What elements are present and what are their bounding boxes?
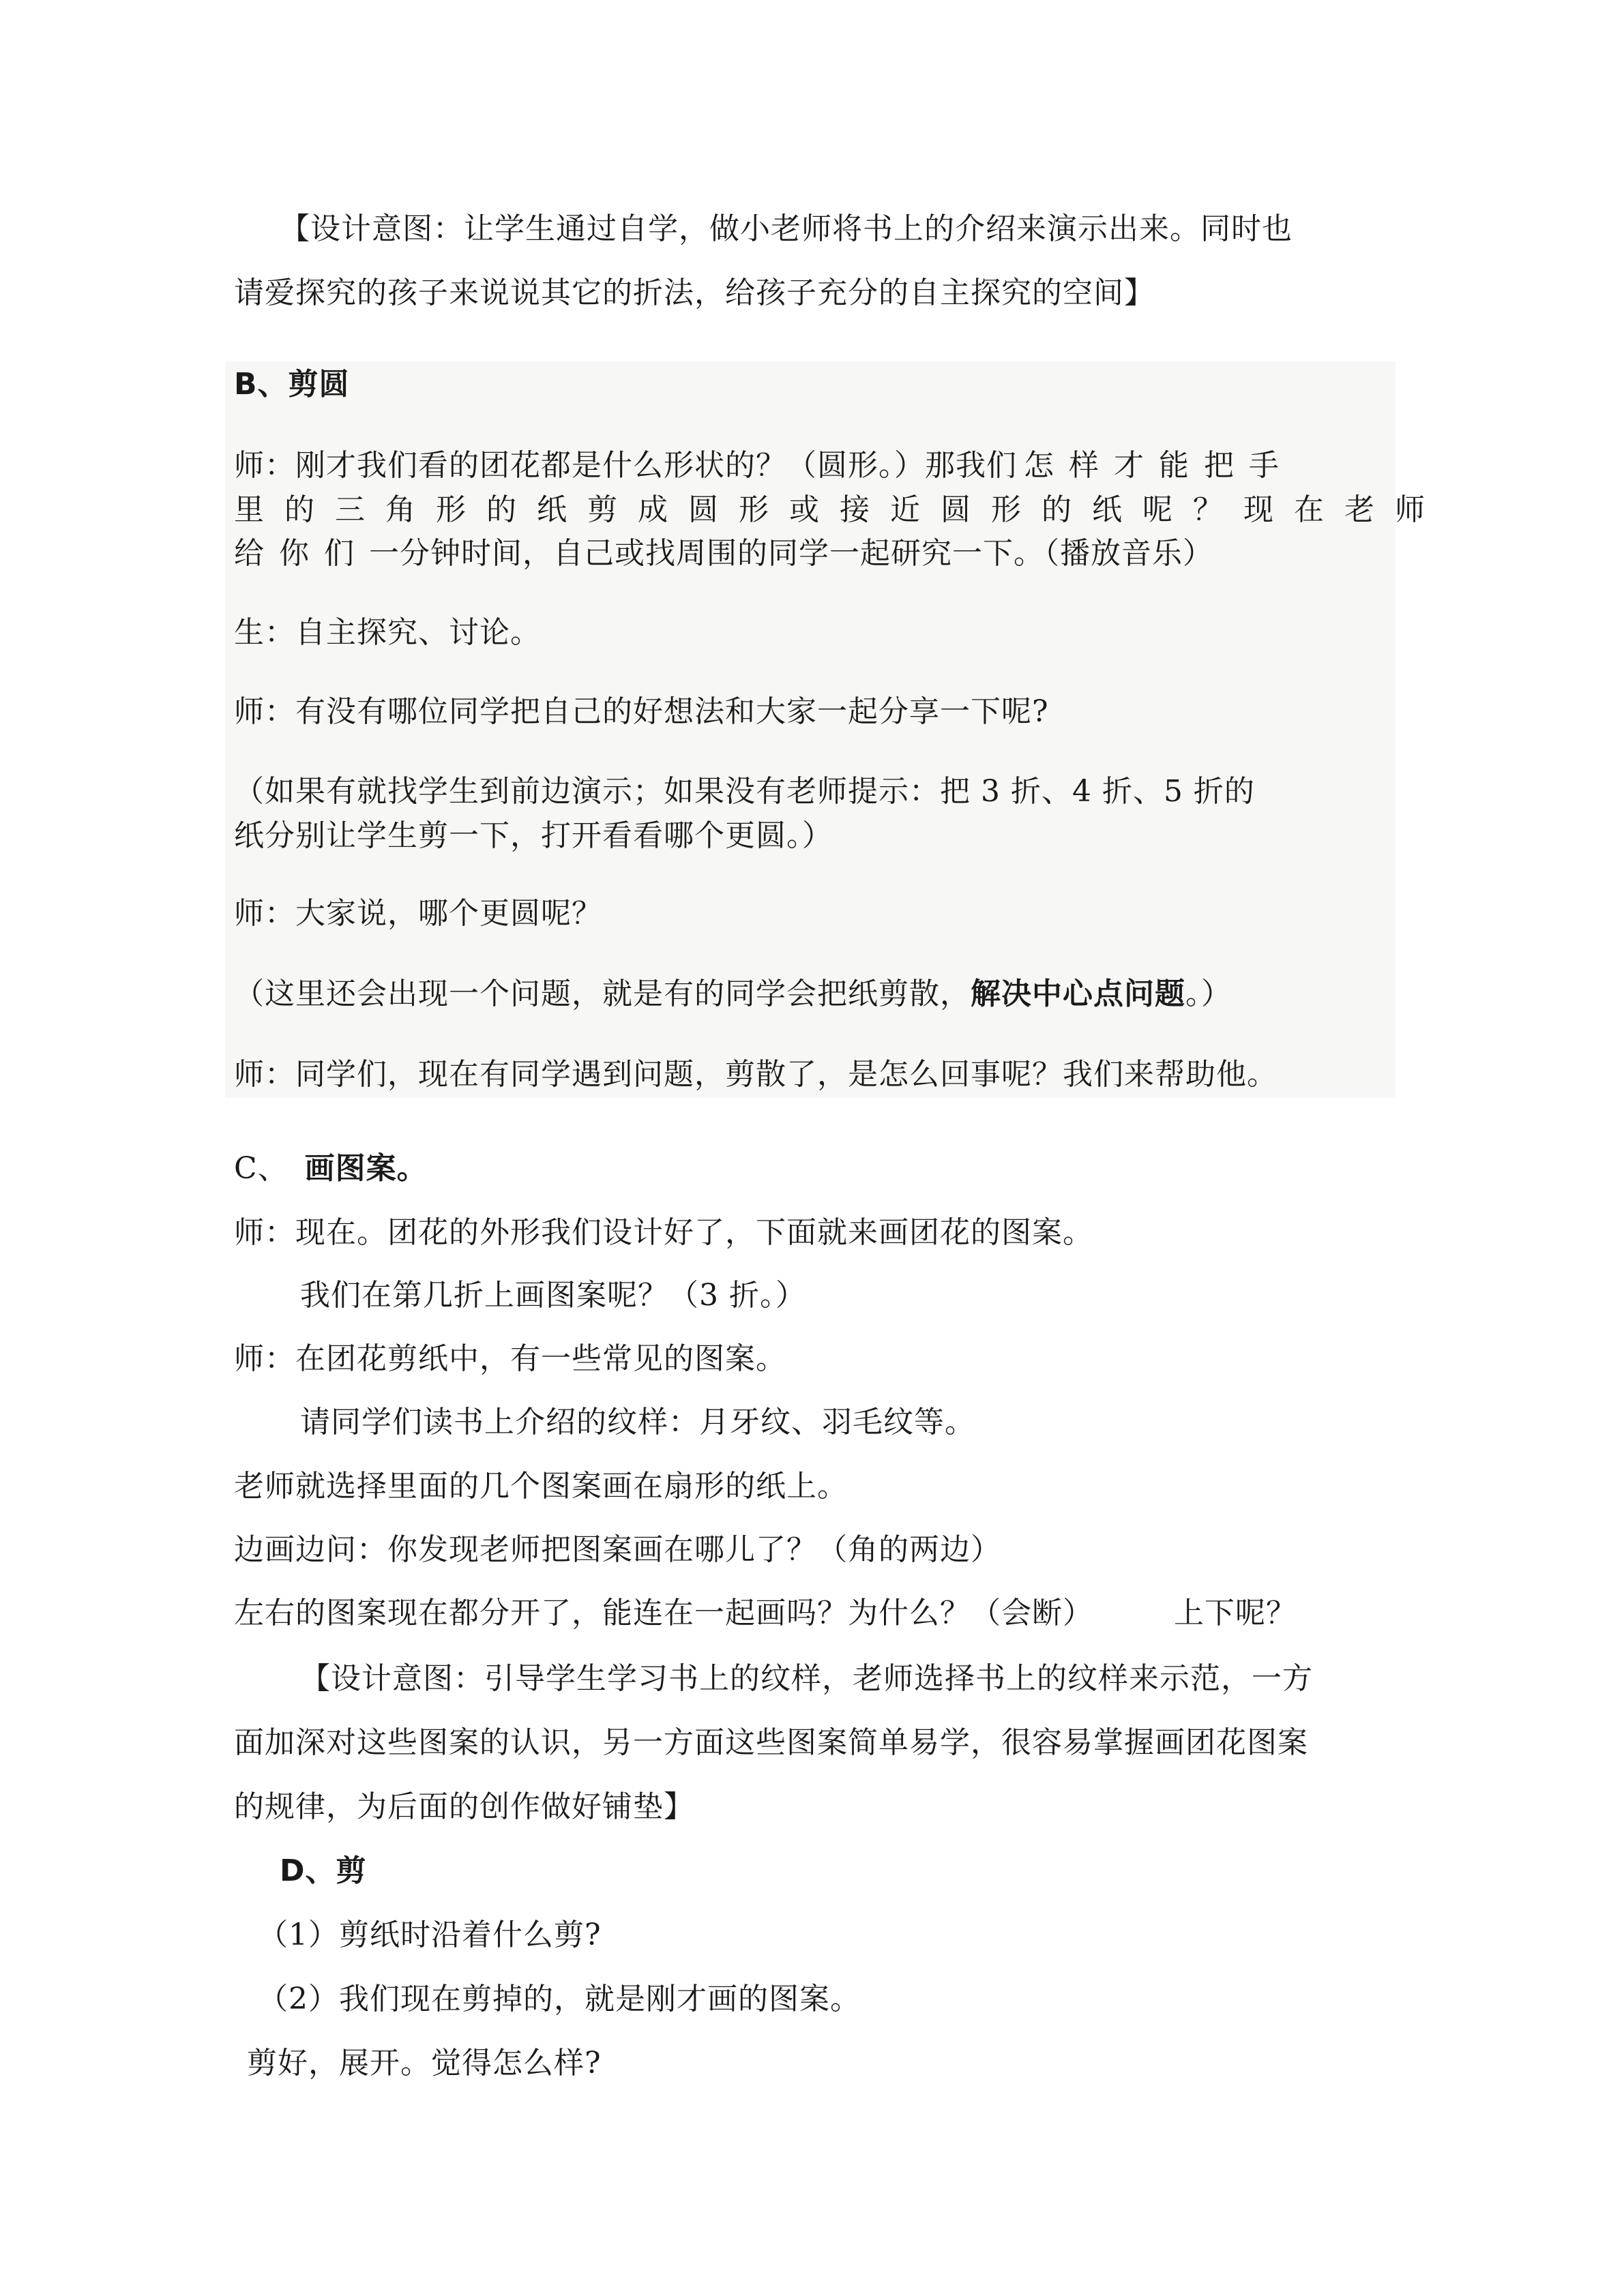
question-1-text-d: 一分钟时间，自己或找周围的同学一起研究一下。（播放音乐） <box>369 536 1213 571</box>
question-1-text-a: 师：刚才我们看的团花都是什么形状的？（圆形。）那我们 <box>234 448 1017 483</box>
note-2-bold-text: 解决中心点问题 <box>971 976 1185 1011</box>
section-d-line-1: （1）剪纸时沿着什么剪? <box>258 1918 602 1952</box>
section-c-line-1: 师：现在。团花的外形我们设计好了，下面就来画团花的图案。 <box>234 1215 1093 1250</box>
design-intent-2-line-2: 面加深对这些图案的认识，另一方面这些图案简单易学，很容易掌握画团花图案 <box>234 1725 1308 1760</box>
teacher-question-2: 师：有没有哪位同学把自己的好想法和大家一起分享一下呢? <box>234 694 1049 729</box>
section-c-heading <box>234 1150 428 1188</box>
student-response-1: 生：自主探究、讨论。 <box>234 615 541 650</box>
section-c-title: 画图案。 <box>304 1151 428 1186</box>
design-intent-line-2: 请爱探究的孩子来说说其它的折法，给孩子充分的自主探究的空间】 <box>234 275 1155 310</box>
section-d-line-3: 剪好，展开。觉得怎么样? <box>247 2046 602 2081</box>
note-1-line-1: （如果有就找学生到前边演示；如果没有老师提示：把 3 折、4 折、5 折的 <box>234 774 1255 809</box>
section-c-prefix: C、 <box>234 1151 289 1186</box>
section-d-line-2: （2）我们现在剪掉的，就是刚才画的图案。 <box>258 1982 861 2016</box>
teacher-question-3: 师：大家说，哪个更圆呢？ <box>234 896 602 931</box>
note-1-line-2: 纸分别让学生剪一下，打开看看哪个更圆。） <box>234 818 833 853</box>
note-2 <box>234 975 1232 1013</box>
section-b-question-1-line-2: 里的三角形的纸剪成圆形或接近圆形的纸呢？现在老师 <box>234 492 1445 527</box>
question-1-text-b: 怎样才能把手 <box>1024 448 1294 483</box>
section-c-line-7-text-b: 上下呢？ <box>1174 1596 1297 1630</box>
section-b-heading: B、剪圆 <box>234 367 350 402</box>
section-c-line-5: 老师就选择里面的几个图案画在扇形的纸上。 <box>234 1469 848 1504</box>
design-intent-line-1: 【设计意图：让学生通过自学，做小老师将书上的介绍来演示出来。同时也 <box>280 211 1293 246</box>
section-b-question-1-line-3 <box>234 535 1213 573</box>
note-2-text-a: （这里还会出现一个问题，就是有的同学会把纸剪散， <box>234 976 971 1011</box>
note-2-text-b: 。） <box>1185 976 1232 1011</box>
section-c-line-2: 我们在第几折上画图案呢？（3 折。） <box>300 1278 806 1313</box>
section-c-line-7 <box>234 1594 1297 1632</box>
section-c-line-3: 师：在团花剪纸中，有一些常见的图案。 <box>234 1341 786 1376</box>
section-b-question-1-line-1 <box>234 447 1294 485</box>
question-1-text-c: 给你们 <box>234 536 369 571</box>
section-c-line-4: 请同学们读书上介绍的纹样：月牙纹、羽毛纹等。 <box>300 1405 975 1440</box>
section-d-heading: D、剪 <box>280 1853 367 1888</box>
teacher-question-4: 师：同学们，现在有同学遇到问题，剪散了，是怎么回事呢？我们来帮助他。 <box>234 1057 1278 1092</box>
design-intent-2-line-1: 【设计意图：引导学生学习书上的纹样，老师选择书上的纹样来示范，一方 <box>300 1661 1313 1696</box>
design-intent-2-line-3: 的规律，为后面的创作做好铺垫】 <box>234 1789 694 1824</box>
section-c-line-6: 边画边问：你发现老师把图案画在哪儿了？（角的两边） <box>234 1532 1001 1567</box>
section-c-line-7-text-a: 左右的图案现在都分开了，能连在一起画吗？为什么？（会断） <box>234 1596 1093 1630</box>
